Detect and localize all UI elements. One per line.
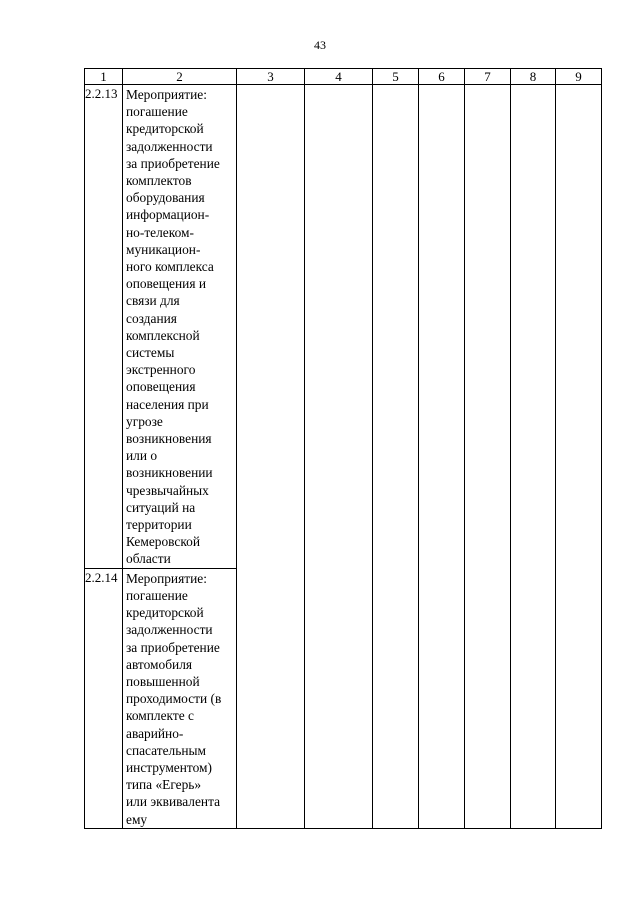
- page-number: 43: [314, 38, 326, 52]
- text-line: населения при: [126, 396, 209, 412]
- text-line: системы: [126, 345, 175, 361]
- text-line: типа «Егерь»: [126, 777, 202, 793]
- text-line: территории: [126, 517, 192, 533]
- text-line: автомобиля: [126, 656, 193, 672]
- activities-table: [84, 68, 602, 829]
- text-line: комплексной: [126, 327, 200, 343]
- text-line: оповещения и: [126, 276, 207, 292]
- text-line: Кемеровской: [126, 534, 201, 550]
- text-line: погашение: [126, 104, 188, 120]
- column-header: 9: [556, 69, 602, 85]
- text-line: оповещения: [126, 379, 196, 395]
- text-line: за приобретение: [126, 639, 220, 655]
- text-line: спасательным: [126, 742, 206, 758]
- column-header: 4: [305, 69, 373, 85]
- column-header: 2: [123, 69, 237, 85]
- text-line: создания: [126, 310, 177, 326]
- activity-description: [123, 568, 237, 828]
- text-line: экстренного: [126, 362, 196, 378]
- text-line: комплектов: [126, 173, 192, 189]
- text-line: погашение: [126, 587, 188, 603]
- text-line: задолженности: [126, 138, 213, 154]
- text-line: задолженности: [126, 622, 213, 638]
- text-line: возникновения: [126, 431, 212, 447]
- text-line: области: [126, 551, 171, 567]
- text-line: возникновении: [126, 465, 213, 481]
- text-line: ного комплекса: [126, 259, 214, 275]
- text-line: оборудования: [126, 190, 205, 206]
- row-number: 2.2.14: [85, 568, 123, 828]
- text-line: за приобретение: [126, 155, 220, 171]
- text-line: кредиторской: [126, 121, 204, 137]
- text-line: кредиторской: [126, 605, 204, 621]
- text-line: угрозе: [126, 413, 163, 429]
- text-line: связи для: [126, 293, 180, 309]
- empty-cell: [419, 85, 465, 829]
- text-line: комплекте с: [126, 708, 194, 724]
- row-number: 2.2.13: [85, 85, 123, 569]
- text-line: повышенной: [126, 673, 200, 689]
- text-line: муникацион-: [126, 241, 201, 257]
- text-line: Мероприятие:: [126, 87, 207, 102]
- column-header: 3: [237, 69, 305, 85]
- text-line: аварийно-: [126, 725, 184, 741]
- empty-cell: [373, 85, 419, 829]
- text-line: ситуаций на: [126, 499, 196, 515]
- activity-description: [123, 85, 237, 569]
- text-line: чрезвычайных: [126, 482, 209, 498]
- empty-cell: [511, 85, 556, 829]
- text-line: информацион-: [126, 207, 210, 223]
- empty-cell: [305, 85, 373, 829]
- empty-cell: [465, 85, 511, 829]
- text-line: или эквивалента: [126, 794, 221, 810]
- empty-cell: [237, 85, 305, 829]
- column-header: 5: [373, 69, 419, 85]
- table-header-row: [85, 69, 602, 85]
- empty-cell: [556, 85, 602, 829]
- text-line: ему: [126, 811, 148, 827]
- column-header: 1: [85, 69, 123, 85]
- column-header: 6: [419, 69, 465, 85]
- text-line: проходимости (в: [126, 691, 222, 707]
- text-line: или о: [126, 448, 158, 464]
- column-header: 8: [511, 69, 556, 85]
- text-line: инструментом): [126, 759, 212, 775]
- text-line: но-телеком-: [126, 224, 194, 240]
- text-line: Мероприятие:: [126, 570, 207, 586]
- column-header: 7: [465, 69, 511, 85]
- table-row: [85, 85, 602, 569]
